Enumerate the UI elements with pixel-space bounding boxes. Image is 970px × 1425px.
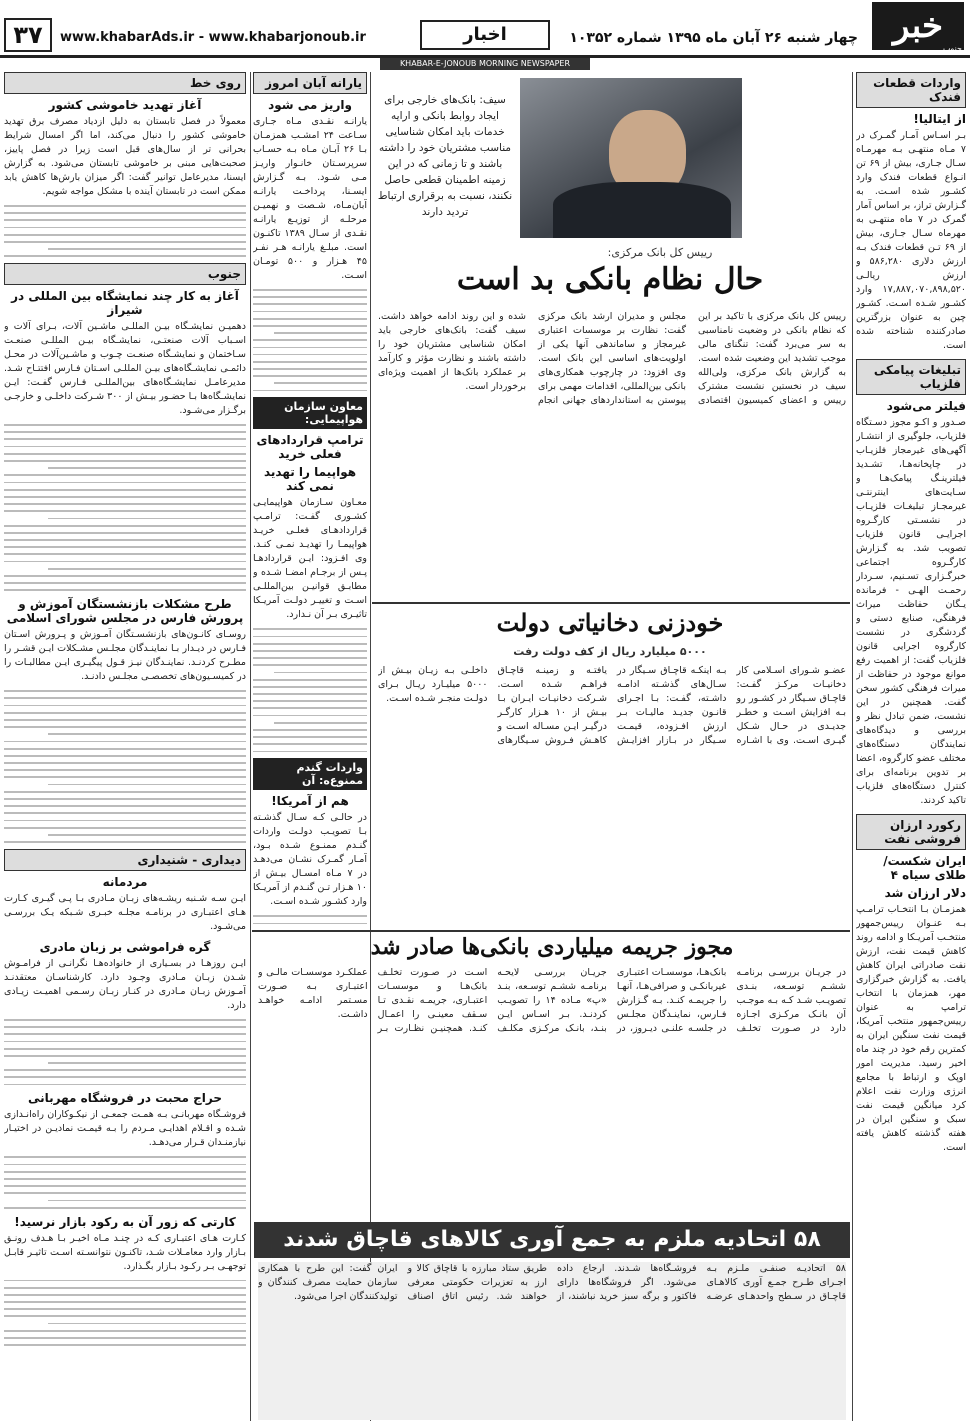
website-urls: www.khabarAds.ir - www.khabarjonoub.ir	[60, 30, 366, 45]
right-column	[856, 72, 966, 1421]
story-body: ۵۸ اتحادیـه صنفـی ملـزم بـه اجـرای طـرح جمـع آوری کالاهـای قاچـاق در سـطح واحدهـای عرضـه فروشـگاه‌ها شـدند. ارجاع داده می‌شود. اگر فروشگاه‌ها دارای فاکتور و برگه سبز خرید نباشند، از طریق ستاد مبارزه با قاچاق کالا و ارز به تعزیرات حکومتی معرفی خواهند شد. رئیس اتاق اصناف ایران گفت: این طرح با همکاری سازمان حمایت مصرف کنندگان و تولیدکنندگان اجرا می‌شود.	[258, 1262, 846, 1420]
story-kicker: ۵۰۰۰ میلیارد ریال از کف دولت رفت	[513, 645, 707, 658]
story-body: ایـن سـه شـنبه ریشـه‌های زبـان مـادری بـا پـی گیـری کـارت هـای اعتبـاری در برنامـه مجلـه خبـری شـبکه یـک بررسـی می‌شـود.	[4, 892, 246, 932]
story-headline: مجوز جریمه میلیاردی بانکی‌ها صادر شد	[370, 934, 734, 960]
headline-kicker: رییس کل بانک مرکزی:	[607, 246, 713, 259]
pull-quote: سیف: بانک‌های خارجی برای ایجاد روابط بانکی و ارایه خدمات باید امکان شناسایی مناسب مشتریان خود را داشته باشند و تا زمانی که در این زمینه اطمینان قطعی حاصل نکنند، نسبت به برقراری ارتباط تردید دارند	[377, 94, 513, 218]
masthead	[0, 0, 970, 58]
story-title: رکورد ارزان فروشی نفت	[856, 814, 966, 850]
story-body: فروشـگاه مهربانـی بـه همـت جمعـی از نیکـوکاران راه‌انـدازی شـده و اقـلام اهدایـی مـردم را بـه قیمـت نمادیـن در اختیـار نیازمنـدان قـرار می‌دهـد.	[4, 1109, 246, 1149]
dateline: چهار شنبه ۲۶ آبان ماه ۱۳۹۵ شماره ۱۰۳۵۲	[569, 30, 858, 46]
main-headline: حال نظام بانکی بد است	[456, 262, 764, 297]
page-number: ۳۷	[4, 18, 52, 52]
story-subtitle: از ایتالیا!	[913, 112, 966, 126]
banner-headline: ۵۸ اتحادیه ملزم به جمع آوری کالاهای قاچاق شدند	[254, 1222, 850, 1258]
official-portrait-photo	[520, 78, 742, 238]
story-body: ایـن روزهـا در بسـیاری از خانواده‌هـا نگرانـی از فرامـوش شـدن زبـان مـادری وجـود دارد. کارشناسـان معتقدنـد آمـوزش زبـان مـادری در کنـار زبـان رسـمی اهمیـت زیـادی دارد.	[4, 957, 246, 1011]
story-body: دهمیـن نمایشـگاه بیـن المللـی ماشـین آلات، بـرای آلات و اسـباب آلات صنعتـی، نمایشـگاه بیـن المللـی صنعـت سـاختمان و نمایشـگاه صنعـت چـوب و ماشـین‌آلات در محـل دائمـی نمایشـگاه‌های بیـن المللـی اسـتان فـارس افتتـاح شـد. مدیرعامـل نمایشـگاه‌های بین‌المللـی فـارس گفـت: ایـن نمایشـگاه‌ها بـا حضـور بیـش از ۳۰۰ شـرکت داخلـی و خارجـی برگـزار می‌شـود.	[4, 321, 246, 417]
column-section-title: جنوب	[4, 263, 246, 285]
story-title: معاون سازمان هواپیمایی:	[253, 397, 367, 429]
story-body: یارانـه نقـدی مـاه جـاری سـاعت ۲۴ امشـب همزمـان بـا ۲۶ آبـان مـاه بـه حسـاب سرپرسـتان خانـوار واریـز مـی شـود. بـه گـزارش ایسـنا، پرداخـت یارانـه آبان‌مـاه، شـصت و نهمیـن مرحلـه از توزیـع یارانـه نقـدی از سـال ۱۳۸۹ تاکنـون است. مبلـغ یارانـه هـر نفـر ۴۵ هـزار و ۵۰۰ تومـان اسـت.	[253, 116, 367, 281]
story-body: معـاون سـازمان هواپیمایـی کشـوری گفـت: ترامـپ قراردادهـای فعلـی خریـد هواپیمـا را تهدیـد نمـی کنـد. وی افـزود: ایـن قراردادهـا پـس از برجـام امضـا شـده و مطابـق قوانیـن بین‌المللـی اسـت و تغییـر دولـت آمریـکا تاثیـری بـر آن نـدارد.	[253, 497, 367, 621]
column-section-title: روی خط	[4, 72, 246, 94]
newspaper-logo: خبر	[872, 2, 964, 50]
story-body: در حالـی کـه سـال گذشـته بـا تصویـب دولـت واردات گنـدم ممنـوع شـده بـود، آمـار گمـرک نشـان می‌دهـد در ۷ مـاه امسـال بیـش از ۱۰ هـزار تـن گنـدم از آمریـکا وارد کشـور شـده اسـت.	[253, 812, 367, 908]
story-headline: طرح مشکلات بازنشستگان آموزش و پرورش فارس در مجلس شورای اسلامی	[6, 597, 244, 626]
story-subtitle: ترامپ قراردادهای فعلی خرید	[256, 433, 364, 462]
story-subtitle: دلار ارزان شد	[884, 886, 966, 900]
story-headline: خودزنی دخانیاتی دولت	[496, 608, 724, 637]
story-body: رییس کل بانک مرکزی با تاکید بر این که نظام بانکی در وضعیت نامناسبی به سر می‌برد گفت: تنگنای مالی موجب تشدید این وضعیت شده است. به گزارش بانک مرکزی، ولی‌الله سیف در نخستین نشست مشترک رییس و اعضای کمیسیون اقتصادی مجلس و مدیران ارشد بانک مرکزی گفت: نظارت بر موسسات اعتباری غیرمجاز و ساماندهی آنها یکی از اولویت‌های اساسی این بانک است. وی افزود: در چارچوب همکاری‌های بانکی بین‌المللی، اقدامات مهمی برای پیوستن به استانداردهای جهانی انجام شده و این روند ادامه خواهد داشت. سیف گفت: بانک‌های خارجی باید امکان شناسایی مشتریان خود را داشته باشند و نظارت مؤثر و کارآمد بر عملکرد بانک‌ها از اهمیت ویژه‌ای برخوردار است.	[378, 311, 846, 406]
story-title: واردات قطعات فندک	[856, 72, 966, 108]
story-body: کـارت هـای اعتبـاری کـه در چنـد مـاه اخیـر بـا هـدف رونـق بـازار وارد معامـلات شـد، تاکنـون نتوانسـته اسـت تاثیـر قابـل توجهـی بـر رکـود بـازار بگـذارد.	[4, 1232, 246, 1272]
story-subtitle: واریز می شود	[268, 98, 352, 112]
story-subtitle: فیلتر می‌شود	[886, 399, 966, 413]
story-body: بـر اسـاس آمـار گمـرک در ۷ مـاه منتهـی بـه مهرمـاه سـال جـاری، بیش از ۶۹ تن انـواع قطعات فندک وارد کشـور شده اسـت. به گـزارش تراز، بر اساس آمار گمرک در ۷ ماه منتهـی به مهرماه سـال جـاری، بیش از ۶۹ تـن قطعات فندک بـه ارزش دلاری ۵۸۶,۲۸۰ و ارزش ریالـی ۱۷,۸۸۷,۰۷۰,۸۹۸,۵۲۰ وارد کشـور شـده اسـت. کشـور چین به عنوان بزرگترین صادرکننده شناخته شده است.	[856, 130, 966, 351]
story-subtitle: ایران شکست/طلای سیاه ۴	[883, 854, 966, 882]
story-subtitle: هواپیما را تهدید نمی کند	[263, 465, 357, 494]
middle-column	[253, 72, 367, 924]
logo-subtitle: جنوب	[942, 44, 962, 53]
left-column	[4, 72, 246, 1421]
english-masthead: KHABAR-E-JONOUB MORNING NEWSPAPER	[380, 58, 590, 70]
story-body: روسـای کانـون‌های بازنشسـتگان آمـوزش و پـرورش اسـتان فـارس در دیـدار بـا نماینـدگان مجلـس مشـکلات ایـن قشـر را مطـرح کردنـد. نماینـدگان نیـز قـول پیگیـری ایـن مطالبـات را در کمیسـیون‌های تخصصـی مجلـس دادنـد.	[4, 629, 246, 683]
story-title: یارانه آبان امروز	[253, 72, 367, 94]
story-body: عضـو شـورای اسـلامی کار دخانیـات مرکـز گفـت: قاچـاق سـیگار در کشـور رو بـه افزایش اسـت و خطـر جدیـدی در حـال شـکل گیـری اسـت. وی با اشـاره بـه اینکـه قاچـاق سـیگار در سـال‌های گذشـته ادامـه داشـته، گفـت: بـا اجـرای قانـون جدیـد مالیـات بـر ارزش افـزوده، قیمـت سـیگار در بـازار افزایـش یافتـه و زمینـه قاچـاق فراهـم شـده اسـت. شـرکت دخانیـات ایـران بـا بیـش از ۱۰ هـزار کارگـر درگیـر ایـن مسـاله اسـت و کاهـش فـروش سـیگارهای داخلـی بـه زیـان بیـش از ۵۰۰۰ میلیـارد ریـال بـرای دولـت منجـر شـده اسـت.	[378, 665, 846, 746]
story-body: صـدور و اکـو مجوز دسـتگاه فلزیاب، جلوگیری از انتشـار آگهی‌های غیرمجاز فلزیـاب در چاپخانه‌هـا، تشـدید فیلترینـگ پیامک‌هـا و سـایت‌های اینترنتـی غیرمجـاز تبلیغـات فلزیـاب در نشسـتی کارگـروه اجرایـی قانون فلزیاب تصویب شد. به گـزارش کارگـروه اجتماعی خبرگـزاری تسـنیم، سـردار رحمـت الهـی - فرمانده یـگان حفاظت میراث فرهنگی، صنایع دستی و گردشگری در نشست کارگروه اجرایی قانون فلزیاب گفت: از اهمیت رفع موانع موجود در حفاظت از میراث فرهنگی کشور سخن گفت. همچنین در این نشست، ضمن تبادل نظر و بررسی و دیدگاه‌های نمایندگان دستگاه‌های مختلف عضو کارگروه، اعضا بر تدوین برنامه‌ای برای کنترل دستگاه‌های فلزیاب تاکید کردند.	[856, 417, 966, 806]
section-title: اخبار	[420, 20, 550, 50]
story-headline: آغاز تهدید خاموشی کشور	[48, 98, 202, 112]
story-headline: کارتی که زور آن به رکود بازار نرسید!	[14, 1214, 236, 1229]
story-headline: حراج محبت در فروشگاه مهربانی	[28, 1091, 222, 1106]
story-title: واردات گندم ممنوع‌ه: آن	[253, 758, 367, 790]
story-subtitle: هم از آمریکا!	[271, 794, 349, 809]
story-headline: آغاز به کار چند نمایشگاه بین المللی در شیراز	[11, 289, 239, 318]
story-title: تبلیغات پیامکی فلزیاب	[856, 359, 966, 395]
story-body: همزمـان بـا انتخـاب ترامـپ بـه عنـوان رییس‌جمهور منتخـب آمریـکا و ادامه روند کاهش قیمت نفت، ارزش نفت صادراتی ایران کاهش یافت. به گزارش خبرگزاری مهر، همزمان با انتخاب ترامپ به عنوان رییس‌جمهور منتخب آمریکا، قیمت نفت سنگین ایران به کمترین رقم خود در چند ماه اخیر رسید. مدیریت امور اوپک و ارتباط با مجامع انرژی وزارت نفت اعلام کرد میانگین قیمت نفت سبک و سنگین ایران در هفته گذشته کاهش یافته است.	[856, 904, 966, 1153]
story-headline: گره فراموشی بر زبان مادری	[39, 939, 211, 954]
story-headline: مردمانه	[102, 874, 148, 889]
story-body: در جریـان بررسـی برنامـه ششـم توسـعه، بنـدی تصویـب شـد کـه بـه موجـب آن بانـک مرکـزی اجـازه دارد در صـورت تخلـف بانک‌هـا، موسسـات اعتبـاری غیربانکـی و صرافی‌هـا، آنهـا را جریمـه کنـد. بـه گـزارش فـارس، نماینـدگان مجلـس در جلسـه علنـی دیـروز، در جریـان بررسـی لایحـه برنامـه ششـم توسـعه، بنـد «پ» مـاده ۱۴ را تصویـب کردنـد. بـر اسـاس ایـن بنـد، بانـک مرکـزی مکلـف اسـت در صـورت تخلـف بانک‌هـا و موسسـات اعتبـاری، جریمـه نقـدی تـا سـقف معینـی را اعمـال کنـد. همچنیـن نظـارت بـر عملکـرد موسسـات مالـی و اعتبـاری بـه صـورت مسـتمر ادامـه خواهـد داشـت.	[258, 967, 846, 1034]
column-section-title: دیداری - شنیداری	[4, 849, 246, 871]
story-body: معمولاً در فصل تابستان به دلیل ازدیاد مصرف برق تهدید خاموشی کشور را دنبال می‌کند، اما اگر امسال شرایط بحرانی تر از سال‌های قبل است زیرا در فصل پاییز، صحبت‌هایی مبنی بر خاموشی تابستان می‌شود. به گزارش ایسنا، مدیرعامل توانیر گفت: اگر میزان بارش‌ها کاهش یابد ممکن است در تابستان آینده با مشکل مواجه شویم.	[4, 116, 246, 197]
